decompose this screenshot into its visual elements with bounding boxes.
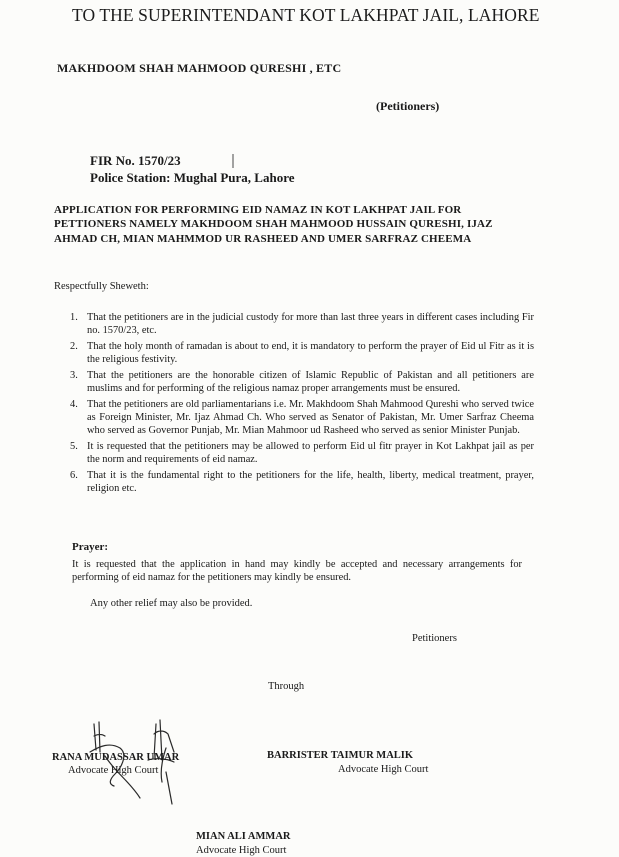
point-text: It is requested that the petitioners may be allowed to perform Eid ul fitr prayer in Kot Lakhpat jail as per the norm and requirements of eid namaz. <box>87 441 534 465</box>
point-text: That the petitioners are old parliamentarians i.e. Mr. Makhdoom Shah Mahmood Qureshi who served twice as Foreign Minister, Mr. Ijaz Ahmad Ch. Who served as Senator of Pakistan, Mr. Umer Sarfraz Cheema who served as Governor Punjab, Mr. Mian Mahmoor ud Rasheed who served as senior Minister Punjab. <box>87 399 534 436</box>
list-item <box>54 340 534 366</box>
application-heading-line: AHMAD CH, MIAN MAHMMOD UR RASHEED AND UMER SARFRAZ CHEEMA <box>54 232 472 245</box>
point-number: 1. <box>70 312 78 323</box>
point-number: 5. <box>70 441 78 452</box>
prayer-text: It is requested that the application in hand may kindly be accepted and necessary arrangements for performing of eid namaz for the petitioners may kindly be ensured. <box>72 559 522 583</box>
lawyer-title: Advocate High Court <box>196 845 287 856</box>
lawyer-title: Advocate High Court <box>68 765 159 776</box>
point-text: That the holy month of ramadan is about to end, it is mandatory to perform the prayer of Eid ul Fitr as it is the religious festivity. <box>87 341 534 365</box>
application-heading-line: PETTIONERS NAMELY MAKHDOOM SHAH MAHMOOD HUSSAIN QURESHI, IJAZ <box>54 218 493 231</box>
police-station: Police Station: Mughal Pura, Lahore <box>90 170 295 185</box>
lawyer-name: MIAN ALI AMMAR <box>196 831 291 842</box>
other-relief-text: Any other relief may also be provided. <box>90 598 253 609</box>
point-number: 6. <box>70 470 78 481</box>
list-item <box>54 369 534 395</box>
list-item <box>54 311 534 337</box>
point-number: 4. <box>70 399 78 410</box>
application-heading <box>54 203 493 246</box>
list-item <box>54 398 534 437</box>
lawyer-name: RANA MUDASSAR UMAR <box>52 752 180 763</box>
lawyer-name: BARRISTER TAIMUR MALIK <box>267 750 414 761</box>
salutation: Respectfully Sheweth: <box>54 281 149 292</box>
application-heading-line: APPLICATION FOR PERFORMING EID NAMAZ IN KOT LAKHPAT JAIL FOR <box>54 204 462 216</box>
point-text: That the petitioners are in the judicial custody for more than last three years in different cases including Fir no. 1570/23, etc. <box>87 312 534 336</box>
points-list <box>54 311 534 498</box>
list-item <box>54 469 534 495</box>
point-text: That it is the fundamental right to the petitioners for the life, health, liberty, medical treatment, prayer, religion etc. <box>87 470 534 494</box>
petitioner-name: MAKHDOOM SHAH MAHMOOD QURESHI , ETC <box>57 61 342 75</box>
scan-artifact-mark <box>232 154 234 168</box>
petitioners-label: (Petitioners) <box>376 99 440 113</box>
document-title: TO THE SUPERINTENDANT KOT LAKHPAT JAIL, LAHORE <box>72 5 540 25</box>
fir-number: FIR No. 1570/23 <box>90 153 181 168</box>
prayer-heading: Prayer: <box>72 541 109 553</box>
point-number: 3. <box>70 370 78 381</box>
petitioners-signature-label: Petitioners <box>412 633 457 644</box>
through-label: Through <box>268 681 305 692</box>
point-number: 2. <box>70 341 78 352</box>
point-text: That the petitioners are the honorable citizen of Islamic Republic of Pakistan and all petitioners are muslims and for performing of the religious namaz proper arrangements must be ensured. <box>87 370 534 394</box>
list-item <box>54 440 534 466</box>
lawyer-title: Advocate High Court <box>338 764 429 775</box>
